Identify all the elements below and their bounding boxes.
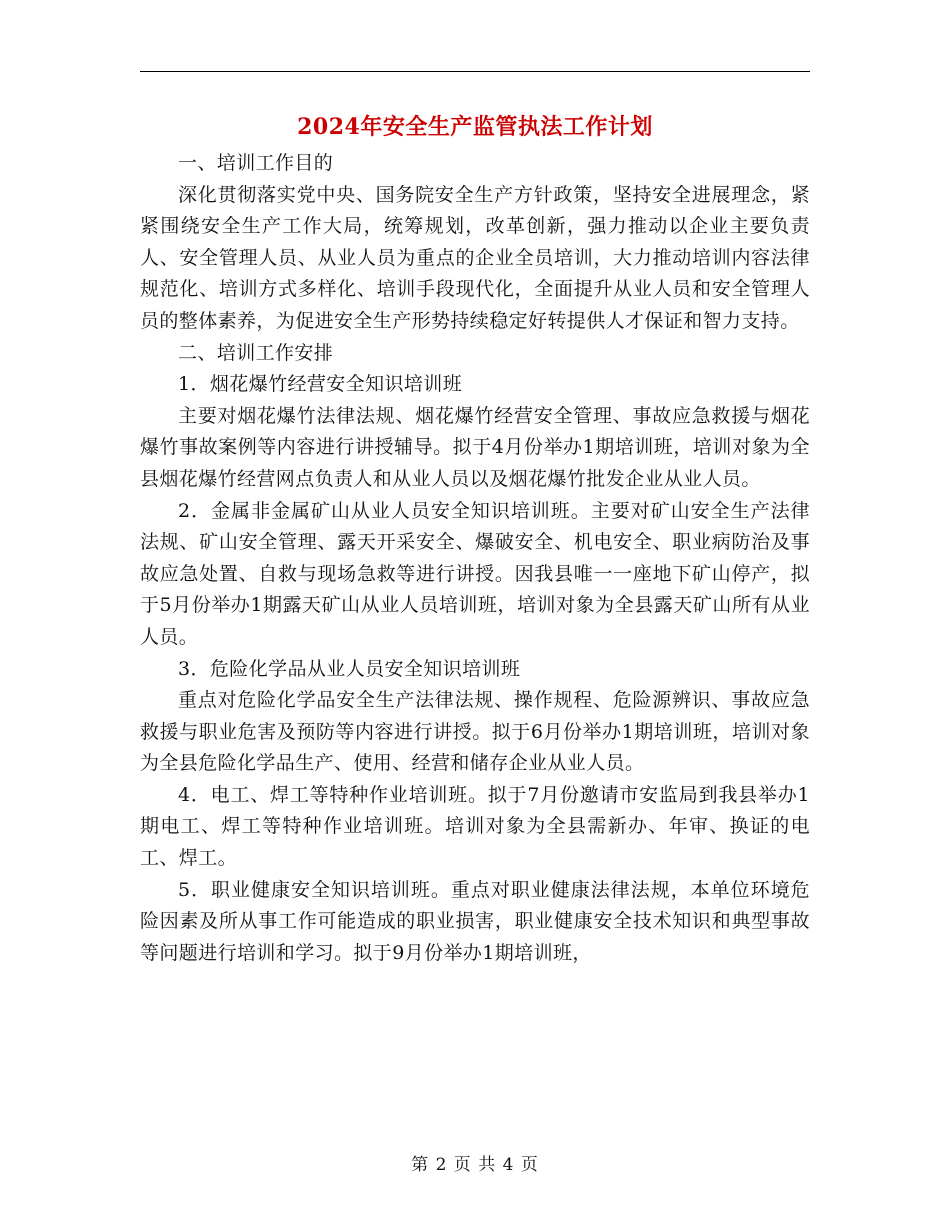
body-paragraph: 5．职业健康安全知识培训班。重点对职业健康法律法规，本单位环境危险因素及所从事工作可能造成的职业损害，职业健康安全技术知识和典型事故等问题进行培训和学习。拟于9月份举办1期培训班， bbox=[140, 878, 810, 964]
section-heading: 二、培训工作安排 bbox=[178, 341, 334, 364]
document-title: 2024年安全生产监管执法工作计划 bbox=[297, 114, 653, 140]
body-paragraph: 4．电工、焊工等特种作业培训班。拟于7月份邀请市安监局到我县举办1期电工、焊工等特种作业培训班。培训对象为全县需新办、年审、换证的电工、焊工。 bbox=[140, 783, 810, 870]
body-paragraph: 主要对烟花爆竹法律法规、烟花爆竹经营安全管理、事故应急救援与烟花爆竹事故案例等内容进行讲授辅导。拟于4月份举办1期培训班，培训对象为全县烟花爆竹经营网点负责人和从业人员以及烟花爆竹批发企业从业人员。 bbox=[140, 404, 810, 490]
body-paragraph: 深化贯彻落实党中央、国务院安全生产方针政策，坚持安全进展理念，紧紧围绕安全生产工作大局，统筹规划，改革创新，强力推动以企业主要负责人、安全管理人员、从业人员为重点的企业全员培训，大力推动培训内容法律规范化、培训方式多样化、培训手段现代化，全面提升从业人员和安全管理人员的整体素养，为促进安全生产形势持续稳定好转提供人才保证和智力支持。 bbox=[140, 183, 810, 332]
section-heading: 一、培训工作目的 bbox=[178, 152, 334, 174]
body-paragraph: 2．金属非金属矿山从业人员安全知识培训班。主要对矿山安全生产法律法规、矿山安全管理、露天开采安全、爆破安全、机电安全、职业病防治及事故应急处置、自救与现场急救等进行讲授。因我县唯一一座地下矿山停产，拟于5月份举办1期露天矿山从业人员培训班，培训对象为全县露天矿山所有从业人员。 bbox=[140, 499, 810, 648]
section-heading: 1．烟花爆竹经营安全知识培训班 bbox=[178, 373, 463, 396]
section-heading: 3．危险化学品从业人员安全知识培训班 bbox=[178, 657, 521, 680]
header-rule bbox=[140, 71, 810, 72]
page-number-footer: 第 2 页 共 4 页 bbox=[411, 1155, 539, 1175]
document-body bbox=[140, 148, 810, 969]
body-paragraph: 重点对危险化学品安全生产法律法规、操作规程、危险源辨识、事故应急救援与职业危害及预防等内容进行讲授。拟于6月份举办1期培训班，培训对象为全县危险化学品生产、使用、经营和储存企业从业人员。 bbox=[140, 689, 810, 775]
